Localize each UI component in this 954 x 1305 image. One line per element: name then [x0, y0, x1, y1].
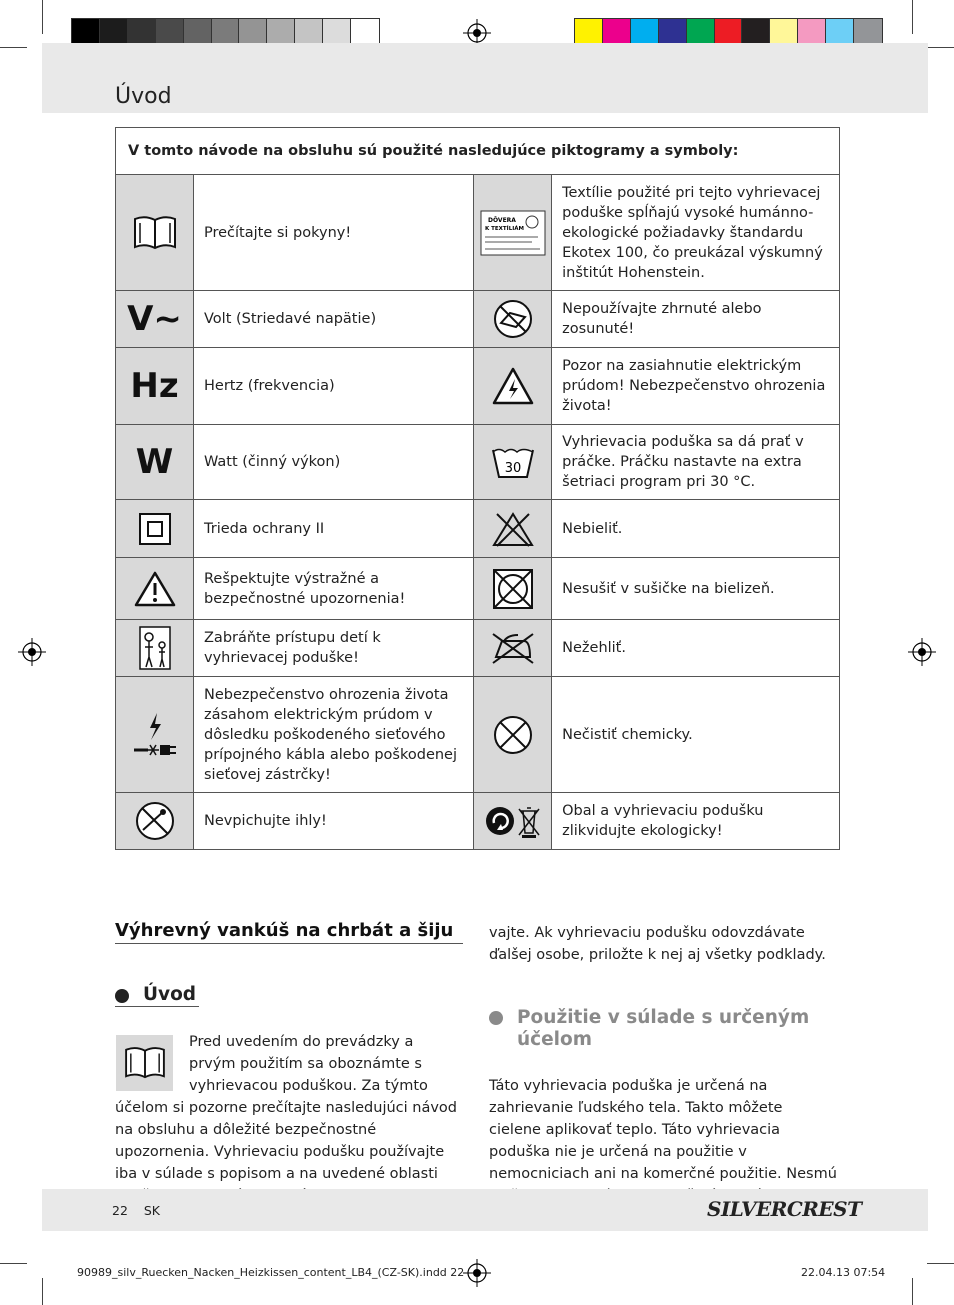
table-cell: Textílie použité pri tejto vyhrievacej poduške spĺňajú vysoké humánno-ekologické požiadavky štandardu Ekotex 100, čo preukázal výskumný inštitút Hohenstein. — [552, 175, 840, 291]
color-swatch — [295, 19, 323, 46]
section-heading: Výhrevný vankúš na chrbát a šiju — [115, 920, 463, 944]
color-swatch — [687, 19, 715, 46]
subsection-heading: Úvod — [115, 984, 199, 1007]
table-cell: Nečistiť chemicky. — [552, 677, 840, 793]
color-swatch — [351, 19, 379, 46]
table-cell: Nežehliť. — [552, 620, 840, 677]
table-cell: Prečítajte si pokyny! — [194, 175, 474, 291]
no-bleach-icon — [474, 500, 552, 558]
color-swatch — [603, 19, 631, 46]
no-dry-clean-icon — [474, 677, 552, 793]
watt-symbol: W — [116, 425, 194, 500]
color-swatch — [72, 19, 100, 46]
color-swatch — [100, 19, 128, 46]
crop-mark — [42, 1278, 43, 1305]
table-header: V tomto návode na obsluhu sú použité nasledujúce piktogramy a symboly: — [116, 128, 840, 175]
recycle-icon — [474, 793, 552, 850]
table-cell: Obal a vyhrievaciu podušku zlikvidujte ekologicky! — [552, 793, 840, 850]
table-cell: Vyhrievacia poduška sa dá prať v práčke. Práčku nastavte na extra šetriaci program pri 30 °C. — [552, 425, 840, 500]
color-swatch — [323, 19, 351, 46]
page-number: 22 SK — [112, 1203, 160, 1218]
color-swatch — [854, 19, 882, 46]
table-cell: Pozor na zasiahnutie elektrickým prúdom! Nebezpečenstvo ohrozenia života! — [552, 348, 840, 425]
table-cell: Nebieliť. — [552, 500, 840, 558]
subsection-heading: Použitie v súlade s určeným účelom — [489, 1007, 837, 1051]
color-swatch — [128, 19, 156, 46]
crop-mark — [912, 1278, 913, 1305]
brand-logo: SILVERCREST — [707, 1197, 862, 1221]
svg-text:K TEXTÍLIÁM: K TEXTÍLIÁM — [484, 225, 524, 232]
symbol-table — [115, 127, 840, 850]
table-cell: Nesušiť v sušičke na bielizeň. — [552, 558, 840, 620]
registration-mark-icon — [463, 1259, 491, 1287]
header-band — [42, 43, 928, 113]
table-cell: Volt (Striedavé napätie) — [194, 291, 474, 348]
color-swatch — [575, 19, 603, 46]
bullet-icon — [115, 989, 129, 1003]
table-cell: Rešpektujte výstražné a bezpečnostné upozornenia! — [194, 558, 474, 620]
oeko-tex-label-icon — [474, 175, 552, 291]
usage-paragraph: Táto vyhrievacia poduška je určená na zahrievanie ľudského tela. Takto môžete cielene aplikovať teplo. Táto vyhrievacia poduška nie je určená na použitie v nemocniciach ani na komerčné použitie. Nesmú — [489, 1078, 837, 1182]
damaged-cable-icon — [116, 677, 194, 793]
volt-symbol: V~ — [116, 291, 194, 348]
table-cell: Watt (činný výkon) — [194, 425, 474, 500]
crop-mark — [912, 0, 913, 34]
no-iron-icon — [474, 620, 552, 677]
warning-triangle-icon — [116, 558, 194, 620]
color-swatch — [212, 19, 240, 46]
no-tumble-dry-icon — [474, 558, 552, 620]
color-swatch — [267, 19, 295, 46]
page-title: Úvod — [115, 84, 172, 109]
book-icon — [116, 175, 194, 291]
wash-30-icon — [474, 425, 552, 500]
table-cell: Nebezpečenstvo ohrozenia života zásahom elektrickým prúdom v dôsledku poškodeného sieťového prípojného kábla alebo poškodenej sieťovej zástrčky! — [194, 677, 474, 793]
continued-paragraph: vajte. Ak vyhrievaciu podušku odovzdávate ďalšej osobe, priložte k nej aj všetky podklady. — [489, 925, 826, 963]
intro-paragraph: Pred uvedením do prevádzky a prvým použitím sa oboznámte s vyhrievacou poduškou. Za týmto účelom si pozorne prečítajte nasledujúci návod na obsluhu a dôležité bezpečnostné upozornenia. Vyhrievaciu podušku používajte iba v súlade s popisom a na uvedené oblasti — [115, 1034, 458, 1182]
color-swatch — [770, 19, 798, 46]
crop-mark — [927, 47, 954, 48]
no-pins-icon — [116, 793, 194, 850]
crop-mark — [0, 47, 27, 48]
color-swatch — [798, 19, 826, 46]
color-swatch — [631, 19, 659, 46]
crop-mark — [0, 1263, 27, 1264]
registration-mark-icon — [18, 638, 46, 666]
color-swatch — [239, 19, 267, 46]
file-slug: 90989_silv_Ruecken_Nacken_Heizkissen_content_LB4_(CZ-SK).indd 22 — [77, 1266, 465, 1279]
protection-class-ii-icon — [116, 500, 194, 558]
color-swatch — [184, 19, 212, 46]
svg-text:30: 30 — [504, 461, 521, 476]
crop-mark — [927, 1263, 954, 1264]
color-swatch — [742, 19, 770, 46]
no-folded-use-icon — [474, 291, 552, 348]
table-cell: Trieda ochrany II — [194, 500, 474, 558]
date-slug: 22.04.13 07:54 — [801, 1266, 886, 1279]
bullet-icon — [489, 1011, 503, 1025]
electric-shock-warning-icon — [474, 348, 552, 425]
keep-children-away-icon — [116, 620, 194, 677]
crop-mark — [42, 0, 43, 34]
table-cell: Nepoužívajte zhrnuté alebo zosunuté! — [552, 291, 840, 348]
table-cell: Zabráňte prístupu detí k vyhrievacej poduške! — [194, 620, 474, 677]
color-swatch — [659, 19, 687, 46]
svg-text:DÔVERA: DÔVERA — [487, 216, 516, 224]
table-cell: Nevpichujte ihly! — [194, 793, 474, 850]
color-swatch — [715, 19, 743, 46]
registration-mark-icon — [908, 638, 936, 666]
hertz-symbol: Hz — [116, 348, 194, 425]
color-swatch — [826, 19, 854, 46]
table-cell: Hertz (frekvencia) — [194, 348, 474, 425]
color-swatch — [156, 19, 184, 46]
